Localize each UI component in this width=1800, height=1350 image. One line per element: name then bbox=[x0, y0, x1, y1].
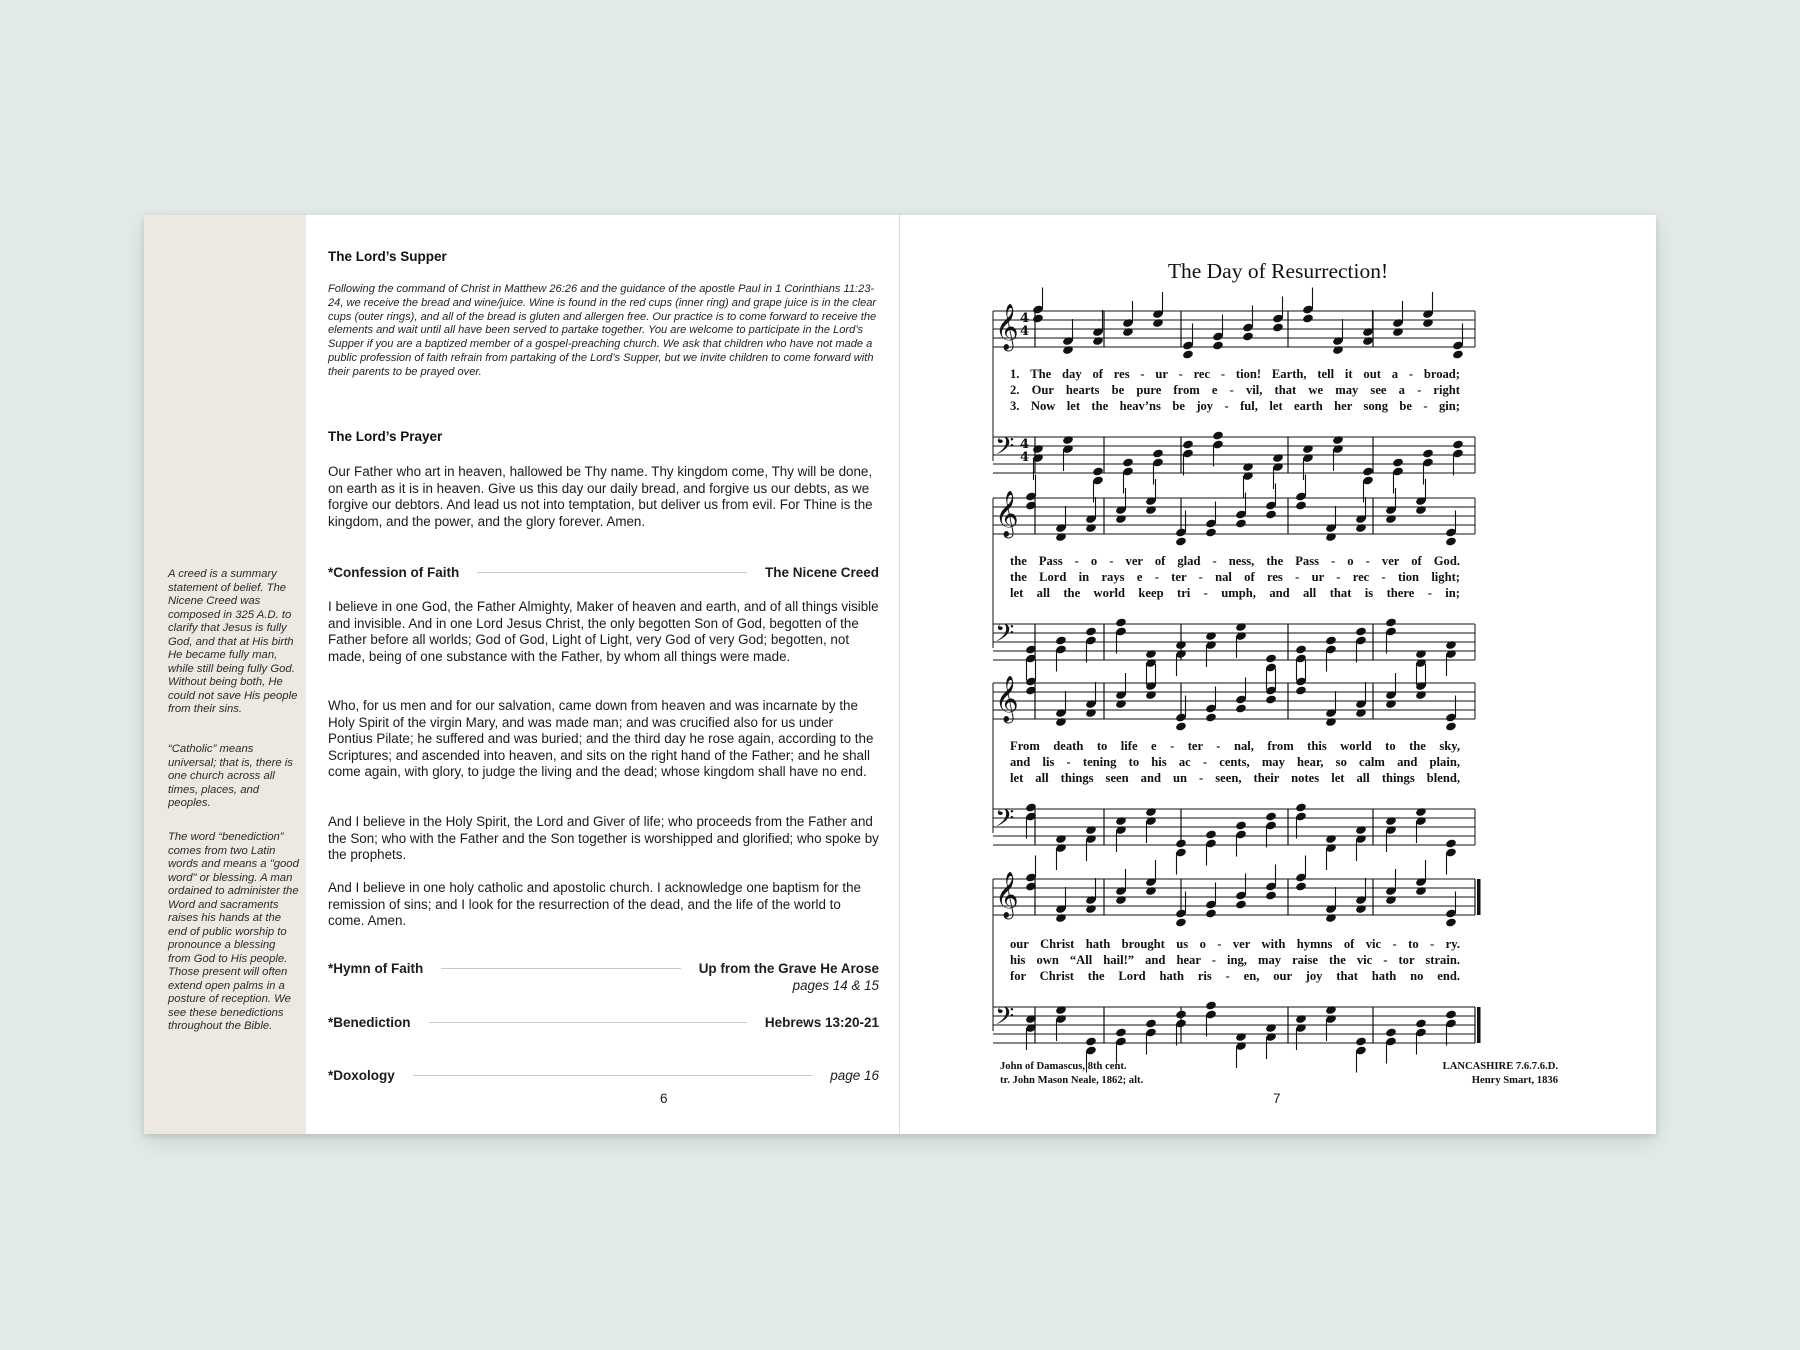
note-head bbox=[1145, 1018, 1157, 1028]
confession-label: *Confession of Faith bbox=[328, 565, 460, 580]
note-head bbox=[1355, 708, 1367, 718]
note-head bbox=[1235, 1032, 1247, 1042]
note-head bbox=[1235, 899, 1247, 909]
credit-text: John of Damascus, 8th cent. bbox=[1000, 1061, 1127, 1072]
bass-clef-icon: 𝄢 bbox=[995, 432, 1015, 467]
lyric-line: his own “All hail!” and hear - ing, may raise the vic - tor strain. bbox=[1010, 953, 1460, 967]
note-head bbox=[1235, 518, 1247, 528]
note-head bbox=[1272, 322, 1284, 332]
note-head bbox=[1295, 685, 1307, 695]
lords-supper-text: Following the command of Christ in Matthew 26:26 and the guidance of the apostle Paul in 1 Corinthians 11:23-24, we receive the bread and wine/juice. Wine is found in the red cups (inner ring) and grape juice is in the clear cups (outer rings), and all of the bread is gluten and allergen free. Our practice is to come forward to receive the elements and wait until all have been served to partake together. You are welcome to participate in the Lord’s Supper if you are a baptized member of a gospel-preaching church. We ask that children who have not made a public profession of faith refrain from partaking of the Lord’s Supper, but we invite children to come forward with their parents to be prayed over. bbox=[328, 283, 877, 378]
creed-note: A creed is a summary statement of belief. The Nicene Creed was composed in 325 A.D. to clarify that Jesus is fully God, and that at His birth He became fully man, while still being fully God. Without being both, He could not save His people from their sins. bbox=[168, 568, 298, 715]
note-head bbox=[1385, 816, 1397, 826]
note-head bbox=[1385, 514, 1397, 524]
catholic-note: “Catholic” means universal; that is, there is one church across all times, places, and peoples. bbox=[168, 743, 293, 809]
note-head bbox=[1092, 336, 1104, 346]
bass-clef-icon: 𝄢 bbox=[995, 804, 1015, 839]
left-page bbox=[328, 215, 879, 1134]
note-head bbox=[1122, 457, 1134, 467]
note-head bbox=[1242, 462, 1254, 472]
note-head bbox=[1115, 895, 1127, 905]
note-head bbox=[1085, 1036, 1097, 1046]
note-head bbox=[1212, 430, 1224, 440]
note-head bbox=[1122, 327, 1134, 337]
note-head bbox=[1115, 617, 1127, 627]
lyric-line: 3. Now let the heav’ns be joy - ful, let earth her song be - gin; bbox=[1010, 399, 1460, 413]
note-head bbox=[1415, 690, 1427, 700]
lyric-line: From death to life e - ter - nal, from this world to the sky, bbox=[1010, 739, 1460, 753]
note-head bbox=[1212, 340, 1224, 350]
lords-prayer-heading: The Lord’s Prayer bbox=[328, 429, 443, 444]
benediction-value: Hebrews 13:20-21 bbox=[764, 1015, 879, 1030]
creed-paragraph-1: I believe in one God, the Father Almighty, Maker of heaven and earth, and of all things visible and invisible. And in one Lord Jesus Christ, the only begotten Son of God, begotten of the Father before all worlds; God of God, Light of Light, very God of very God; begotten, not made, being of one substance with the Father, by whom all things were made. bbox=[328, 599, 879, 664]
note-head bbox=[1385, 617, 1397, 627]
lyric-line: 1. The day of res - ur - rec - tion! Earth, tell it out a - broad; bbox=[1010, 367, 1460, 381]
note-head bbox=[1085, 626, 1097, 636]
confession-value: The Nicene Creed bbox=[764, 565, 879, 580]
note-head bbox=[1332, 345, 1344, 355]
note-head bbox=[1175, 721, 1187, 731]
note-head bbox=[1085, 523, 1097, 533]
note-head bbox=[1295, 802, 1307, 812]
note-head bbox=[1055, 717, 1067, 727]
doxology-row bbox=[328, 1068, 879, 1088]
note-head bbox=[1325, 834, 1337, 844]
time-signature: 4 bbox=[1020, 450, 1030, 465]
lyric-line: and lis - tening to his ac - cents, may hear, so calm and plain, bbox=[1010, 755, 1460, 769]
note-head bbox=[1445, 721, 1457, 731]
note-head bbox=[1115, 514, 1127, 524]
lyric-line: the Lord in rays e - ter - nal of res - ur - rec - tion light; bbox=[1010, 570, 1460, 584]
note-head bbox=[1085, 708, 1097, 718]
note-head bbox=[1415, 1018, 1427, 1028]
creed-paragraph-3: And I believe in the Holy Spirit, the Lord and Giver of life; who proceeds from the Father and the Son; who with the Father and the Son together is worshipped and glorified; who spoke by the prophets. bbox=[328, 814, 879, 863]
note-head bbox=[1115, 816, 1127, 826]
doxology-label: *Doxology bbox=[328, 1068, 395, 1083]
note-head bbox=[1265, 890, 1277, 900]
bass-clef-icon: 𝄢 bbox=[995, 619, 1015, 654]
note-head bbox=[1055, 635, 1067, 645]
note-head bbox=[1265, 653, 1277, 663]
note-head bbox=[1325, 913, 1337, 923]
note-head bbox=[1062, 345, 1074, 355]
note-head bbox=[1145, 649, 1157, 659]
note-head bbox=[1295, 644, 1307, 654]
creed-paragraph-4: And I believe in one holy catholic and apostolic church. I acknowledge one baptism for the remission of sins; and I look for the resurrection of the dead, and the life of the world to come. Amen. bbox=[328, 880, 861, 929]
note-head bbox=[1115, 699, 1127, 709]
note-head bbox=[1415, 505, 1427, 515]
bass-clef-icon: 𝄢 bbox=[995, 1002, 1015, 1037]
note-head bbox=[1175, 838, 1187, 848]
note-head bbox=[1152, 448, 1164, 458]
benediction-row bbox=[328, 1015, 879, 1035]
note-head bbox=[1175, 640, 1187, 650]
sidebar-notes bbox=[144, 215, 306, 1134]
note-head bbox=[1332, 435, 1344, 445]
note-head bbox=[1452, 439, 1464, 449]
note-head bbox=[1145, 690, 1157, 700]
note-head bbox=[1145, 505, 1157, 515]
sheet-music bbox=[900, 215, 1656, 1134]
hymn-title: The Day of Resurrection! bbox=[1167, 259, 1389, 283]
note-head bbox=[1355, 825, 1367, 835]
page-number-right: 7 bbox=[1273, 1091, 1281, 1106]
note-head bbox=[1452, 349, 1464, 359]
time-signature: 4 bbox=[1020, 324, 1030, 339]
note-head bbox=[1325, 635, 1337, 645]
note-head bbox=[1055, 1005, 1067, 1015]
lyric-line: 2. Our hearts be pure from e - vil, that we may see a - right bbox=[1010, 383, 1460, 397]
time-signature: 4 bbox=[1020, 437, 1030, 452]
note-head bbox=[1062, 435, 1074, 445]
lyric-line: let all things seen and un - seen, their notes let all things blend, bbox=[1010, 771, 1460, 785]
credit-text: tr. John Mason Neale, 1862; alt. bbox=[1000, 1075, 1144, 1086]
note-head bbox=[1385, 699, 1397, 709]
treble-clef-icon: 𝄞 bbox=[995, 676, 1019, 722]
note-head bbox=[1145, 886, 1157, 896]
note-head bbox=[1325, 532, 1337, 542]
lyric-line: the Pass - o - ver of glad - ness, the Pass - o - ver of God. bbox=[1010, 554, 1460, 568]
note-head bbox=[1152, 318, 1164, 328]
note-head bbox=[1362, 336, 1374, 346]
hymn-of-faith-value: Up from the Grave He Arose bbox=[698, 961, 879, 976]
note-head bbox=[1235, 820, 1247, 830]
note-head bbox=[1032, 444, 1044, 454]
leader-line bbox=[477, 572, 747, 573]
note-head bbox=[1445, 917, 1457, 927]
note-head bbox=[1205, 1000, 1217, 1010]
final-bar bbox=[1477, 879, 1481, 915]
treble-clef-icon: 𝄞 bbox=[995, 304, 1019, 350]
note-head bbox=[1175, 917, 1187, 927]
leader-line bbox=[441, 968, 680, 969]
note-head bbox=[1205, 712, 1217, 722]
note-head bbox=[1175, 536, 1187, 546]
note-head bbox=[1295, 881, 1307, 891]
lyric-line: our Christ hath brought us o - ver with hymns of vic - to - ry. bbox=[1010, 937, 1460, 951]
note-head bbox=[1205, 829, 1217, 839]
page-number-left: 6 bbox=[660, 1091, 668, 1106]
benediction-label: *Benediction bbox=[328, 1015, 411, 1030]
tune-name: LANCASHIRE 7.6.7.6.D. bbox=[1442, 1061, 1558, 1072]
note-head bbox=[1265, 1023, 1277, 1033]
note-head bbox=[1422, 448, 1434, 458]
note-head bbox=[1182, 439, 1194, 449]
note-head bbox=[1265, 811, 1277, 821]
note-head bbox=[1362, 466, 1374, 476]
note-head bbox=[1302, 444, 1314, 454]
creed-paragraph-2: Who, for us men and for our salvation, came down from heaven and was incarnate by the Holy Spirit of the virgin Mary, and was made man; and was crucified also for us under Pontius Pilate; he suffered and was buried; and the third day he rose again, according to the Scriptures; and ascended into heaven, and sits on the right hand of the Father; and he shall come again, with glory, to judge the living and the dead; whose kingdom shall have no end. bbox=[328, 698, 874, 780]
lyric-line: let all the world keep tri - umph, and all that is there - in; bbox=[1010, 586, 1460, 600]
note-head bbox=[1295, 500, 1307, 510]
note-head bbox=[1182, 349, 1194, 359]
leader-line bbox=[413, 1075, 812, 1076]
note-head bbox=[1032, 313, 1044, 323]
note-head bbox=[1422, 318, 1434, 328]
booklet-spread bbox=[144, 215, 1656, 1134]
note-head bbox=[1055, 532, 1067, 542]
note-head bbox=[1445, 838, 1457, 848]
note-head bbox=[1325, 717, 1337, 727]
note-head bbox=[1415, 649, 1427, 659]
note-head bbox=[1115, 1027, 1127, 1037]
lords-prayer-text: Our Father who art in heaven, hallowed be Thy name. Thy kingdom come, Thy will be done, on earth as it is in heaven. Give us this day our daily bread, and forgive us our debts, as we forgive our debtors. And lead us not into temptation, but deliver us from evil. For Thine is the kingdom, and the power, and the glory forever. Amen. bbox=[328, 464, 873, 529]
note-head bbox=[1205, 631, 1217, 641]
note-head bbox=[1265, 509, 1277, 519]
note-head bbox=[1325, 1005, 1337, 1015]
note-head bbox=[1355, 904, 1367, 914]
note-head bbox=[1385, 895, 1397, 905]
leader-line bbox=[429, 1022, 747, 1023]
treble-clef-icon: 𝄞 bbox=[995, 872, 1019, 918]
note-head bbox=[1145, 807, 1157, 817]
benediction-note: The word “benediction” comes from two Latin words and means a "good word" or blessing. A man ordained to administer the Word and sacraments raises his hands at the end of public worship to pronounce a blessing from God to His people. Those present will often extend open palms in a posture of reception. We see these benedictions throughout the Bible. bbox=[168, 831, 299, 1032]
right-page bbox=[900, 215, 1656, 1134]
confession-row bbox=[328, 565, 879, 585]
note-head bbox=[1205, 527, 1217, 537]
lords-supper-heading: The Lord’s Supper bbox=[328, 249, 447, 264]
note-head bbox=[1355, 1036, 1367, 1046]
note-head bbox=[1302, 313, 1314, 323]
note-head bbox=[1392, 327, 1404, 337]
note-head bbox=[1272, 453, 1284, 463]
note-head bbox=[1085, 904, 1097, 914]
note-head bbox=[1445, 640, 1457, 650]
note-head bbox=[1085, 825, 1097, 835]
note-head bbox=[1385, 1027, 1397, 1037]
doxology-value: page 16 bbox=[830, 1068, 879, 1083]
note-head bbox=[1415, 886, 1427, 896]
note-head bbox=[1175, 1009, 1187, 1019]
note-head bbox=[1355, 626, 1367, 636]
composer: Henry Smart, 1836 bbox=[1471, 1075, 1558, 1086]
note-head bbox=[1235, 703, 1247, 713]
note-head bbox=[1205, 908, 1217, 918]
note-head bbox=[1415, 807, 1427, 817]
hymn-of-faith-pages: pages 14 & 15 bbox=[792, 978, 879, 993]
note-head bbox=[1055, 913, 1067, 923]
note-head bbox=[1092, 466, 1104, 476]
lyric-line: for Christ the Lord hath ris - en, our joy that hath no end. bbox=[1010, 969, 1460, 983]
time-signature: 4 bbox=[1020, 311, 1030, 326]
note-head bbox=[1265, 694, 1277, 704]
final-bar bbox=[1477, 1007, 1481, 1043]
note-head bbox=[1445, 536, 1457, 546]
hymn-of-faith-label: *Hymn of Faith bbox=[328, 961, 424, 976]
note-head bbox=[1242, 331, 1254, 341]
note-head bbox=[1392, 457, 1404, 467]
treble-clef-icon: 𝄞 bbox=[995, 491, 1019, 537]
note-head bbox=[1235, 622, 1247, 632]
note-head bbox=[1295, 1014, 1307, 1024]
note-head bbox=[1445, 1009, 1457, 1019]
note-head bbox=[1055, 834, 1067, 844]
note-head bbox=[1355, 523, 1367, 533]
